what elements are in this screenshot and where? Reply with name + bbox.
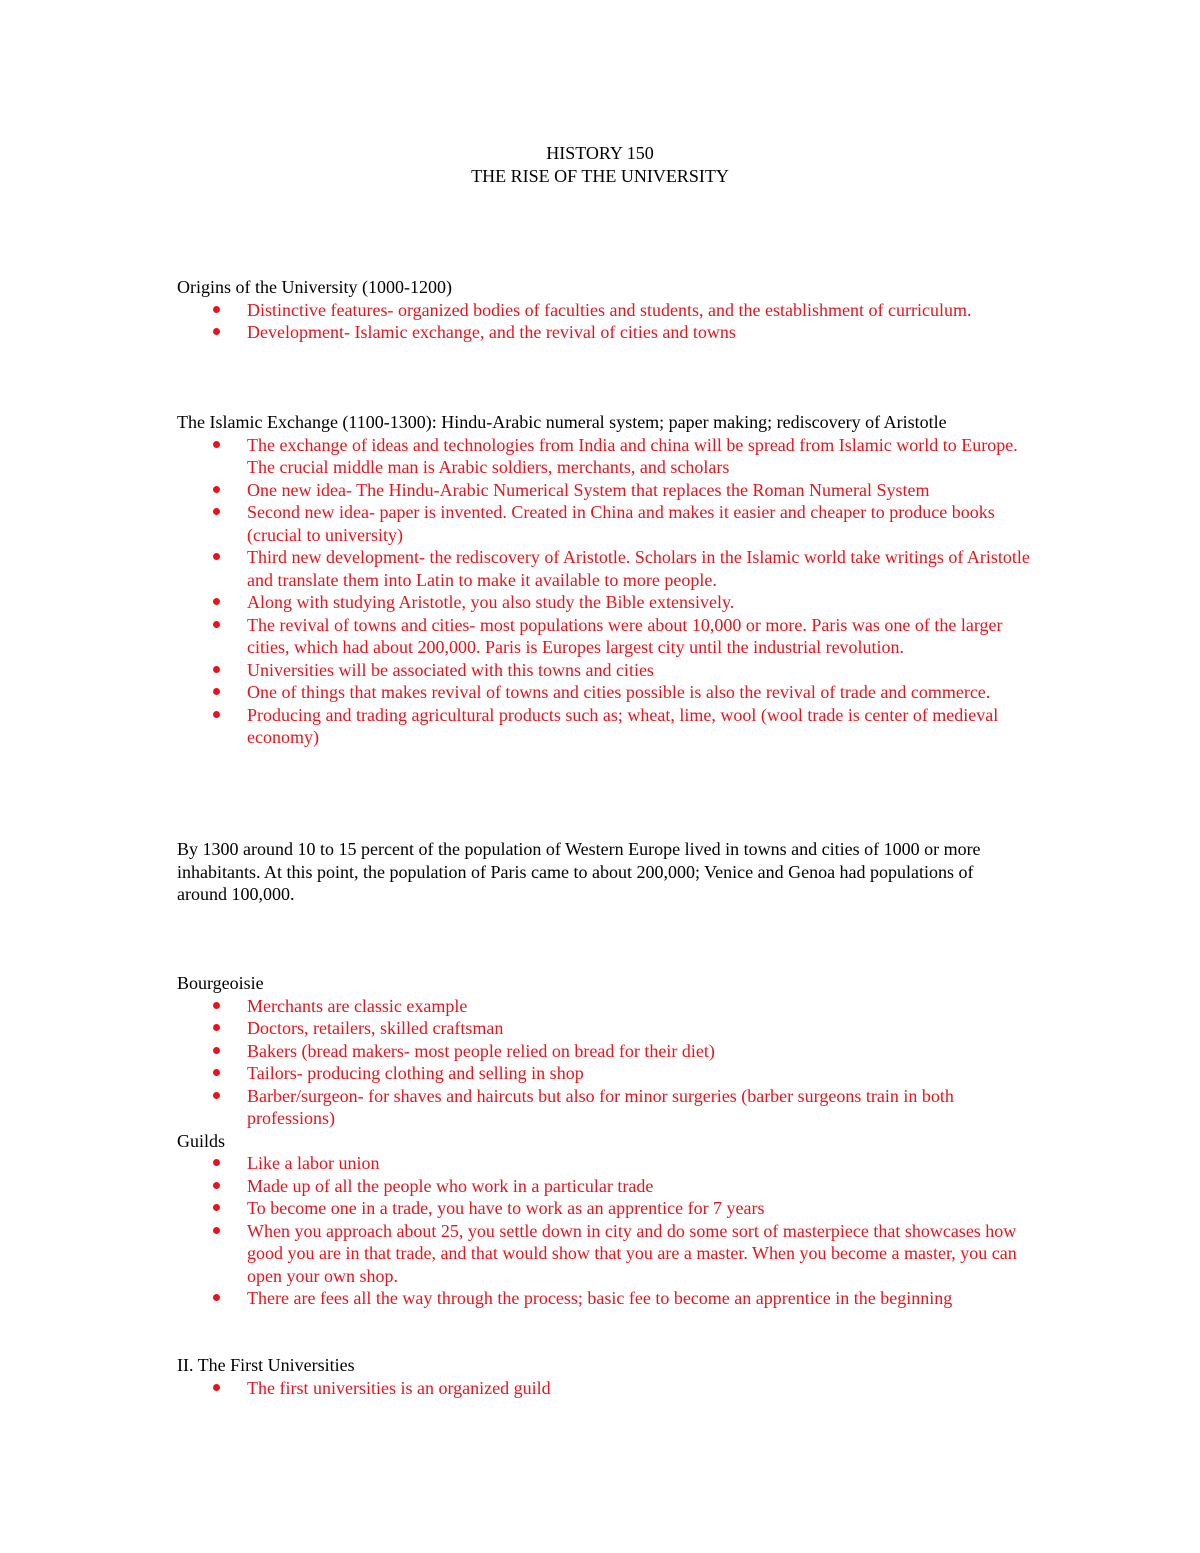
list-item: Distinctive features- organized bodies of faculties and students, and the establishment of curriculum.: [177, 299, 1037, 322]
list-item: The first universities is an organized guild: [177, 1377, 1037, 1400]
course-title: HISTORY 150: [546, 143, 654, 163]
origins-heading: Origins of the University (1000-1200): [177, 277, 452, 297]
bullet-icon: [213, 1182, 220, 1189]
bullet-icon: [213, 1384, 220, 1391]
bullet-icon: [213, 666, 220, 673]
first-universities-section: [177, 1354, 1037, 1399]
bullet-icon: [213, 1227, 220, 1234]
list-item: Development- Islamic exchange, and the revival of cities and towns: [177, 321, 1037, 344]
bullet-icon: [213, 598, 220, 605]
population-section: [177, 838, 1027, 906]
bullet-icon: [213, 1159, 220, 1166]
list-item: Barber/surgeon- for shaves and haircuts but also for minor surgeries (barber surgeons train in both professions): [177, 1085, 1037, 1130]
list-item: Along with studying Aristotle, you also study the Bible extensively.: [177, 591, 1037, 614]
list-item: There are fees all the way through the process; basic fee to become an apprentice in the beginning: [177, 1287, 1037, 1310]
bullet-icon: [213, 1024, 220, 1031]
islamic-exchange-heading: The Islamic Exchange (1100-1300): Hindu-Arabic numeral system; paper making; rediscovery of Aristotle: [177, 412, 947, 432]
bullet-icon: [213, 1002, 220, 1009]
bullet-icon: [213, 553, 220, 560]
bullet-icon: [213, 621, 220, 628]
bullet-icon: [213, 688, 220, 695]
first-universities-heading: II. The First Universities: [177, 1355, 355, 1375]
list-item: When you approach about 25, you settle down in city and do some sort of masterpiece that showcases how good you are in that trade, and that would show that you are a master. When you become a master, you can open your own shop.: [177, 1220, 1037, 1288]
bourgeoisie-heading: Bourgeoisie: [177, 973, 264, 993]
list-item: To become one in a trade, you have to work as an apprentice for 7 years: [177, 1197, 1037, 1220]
bullet-icon: [213, 486, 220, 493]
list-item: Producing and trading agricultural products such as; wheat, lime, wool (wool trade is center of medieval economy): [177, 704, 1037, 749]
origins-list: [177, 299, 1037, 344]
bullet-icon: [213, 306, 220, 313]
bullet-icon: [213, 441, 220, 448]
bullet-icon: [213, 508, 220, 515]
bourgeoisie-list: [177, 995, 1037, 1130]
bullet-icon: [213, 328, 220, 335]
list-item: Merchants are classic example: [177, 995, 1037, 1018]
bullet-icon: [213, 1069, 220, 1076]
guilds-heading: Guilds: [177, 1130, 226, 1151]
list-item: Tailors- producing clothing and selling in shop: [177, 1062, 1037, 1085]
list-item: Made up of all the people who work in a particular trade: [177, 1175, 1037, 1198]
guilds-list: [177, 1152, 1037, 1310]
list-item: Doctors, retailers, skilled craftsman: [177, 1017, 1037, 1040]
bullet-icon: [213, 1047, 220, 1054]
first-universities-list: [177, 1377, 1037, 1400]
origins-section: [177, 276, 1037, 344]
list-item: Bakers (bread makers- most people relied on bread for their diet): [177, 1040, 1037, 1063]
list-item: Like a labor union: [177, 1152, 1037, 1175]
islamic-exchange-list: [177, 434, 1037, 749]
population-paragraph: By 1300 around 10 to 15 percent of the population of Western Europe lived in towns and cities of 1000 or more inhabitants. At this point, the population of Paris came to about 200,000; Venice and Genoa had populations of around 100,000.: [177, 839, 981, 904]
bullet-icon: [213, 1092, 220, 1099]
bourgeoisie-section: [177, 972, 1037, 1310]
list-item: The revival of towns and cities- most populations were about 10,000 or more. Paris was one of the larger cities, which had about 200,000. Paris is Europes largest city until the industrial revolution.: [177, 614, 1037, 659]
list-item: One of things that makes revival of towns and cities possible is also the revival of trade and commerce.: [177, 681, 1037, 704]
document-header: [0, 142, 1200, 187]
document-title: THE RISE OF THE UNIVERSITY: [471, 165, 729, 186]
list-item: Third new development- the rediscovery of Aristotle. Scholars in the Islamic world take writings of Aristotle and translate them into Latin to make it available to more people.: [177, 546, 1037, 591]
bullet-icon: [213, 1204, 220, 1211]
islamic-exchange-section: [177, 411, 1057, 749]
bullet-icon: [213, 711, 220, 718]
list-item: One new idea- The Hindu-Arabic Numerical System that replaces the Roman Numeral System: [177, 479, 1037, 502]
list-item: Second new idea- paper is invented. Created in China and makes it easier and cheaper to produce books (crucial to university): [177, 501, 1037, 546]
list-item: The exchange of ideas and technologies from India and china will be spread from Islamic world to Europe. The crucial middle man is Arabic soldiers, merchants, and scholars: [177, 434, 1037, 479]
bullet-icon: [213, 1294, 220, 1301]
list-item: Universities will be associated with this towns and cities: [177, 659, 1037, 682]
